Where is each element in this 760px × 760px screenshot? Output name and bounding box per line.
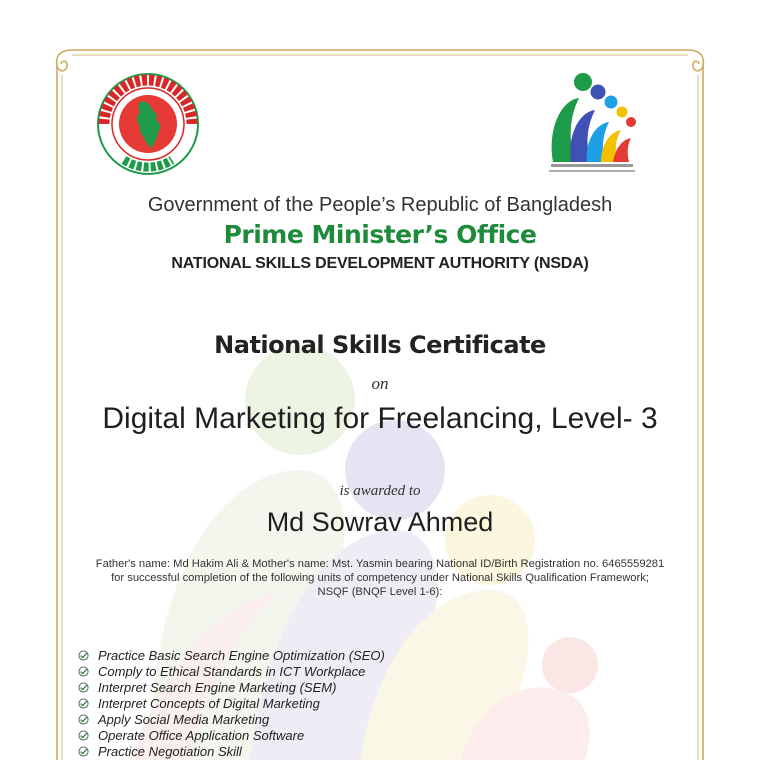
bangladesh-government-seal-icon (96, 72, 200, 176)
list-item (78, 712, 385, 728)
list-item (78, 648, 385, 664)
unit-label: Practice Basic Search Engine Optimization (SEO) (98, 648, 385, 663)
authority-name: NATIONAL SKILLS DEVELOPMENT AUTHORITY (NSDA) (171, 255, 589, 272)
certificate-title: National Skills Certificate (214, 331, 546, 359)
list-item (78, 664, 385, 680)
check-circle-icon (78, 650, 89, 661)
list-item (78, 744, 385, 760)
unit-label: Comply to Ethical Standards in ICT Workplace (98, 664, 366, 679)
check-circle-icon (78, 730, 89, 741)
awarded-to-text: is awarded to (339, 483, 421, 499)
list-item (78, 728, 385, 744)
competency-units-list (78, 648, 385, 760)
unit-label: Practice Negotiation Skill (98, 744, 242, 759)
certificate-description: Father's name: Md Hakim Ali & Mother's name: Mst. Yasmin bearing National ID/Birth Registration no. 6465559281 for successful completion of the following units of competency under National Skills Qualification Framework; NSQF (BNQF Level 1-6): (95, 558, 665, 598)
check-circle-icon (78, 714, 89, 725)
unit-label: Interpret Search Engine Marketing (SEM) (98, 680, 337, 695)
check-circle-icon (78, 746, 89, 757)
unit-label: Apply Social Media Marketing (98, 712, 270, 727)
check-circle-icon (78, 698, 89, 709)
nsda-logo-icon (535, 70, 655, 178)
course-name: Digital Marketing for Freelancing, Level- 3 (102, 402, 658, 435)
list-item (78, 696, 385, 712)
unit-label: Interpret Concepts of Digital Marketing (98, 696, 320, 711)
check-circle-icon (78, 682, 89, 693)
unit-label: Operate Office Application Software (98, 728, 305, 743)
check-circle-icon (78, 666, 89, 677)
government-name: Government of the People’s Republic of Bangladesh (147, 194, 613, 216)
on-text: on (371, 374, 389, 393)
office-name: Prime Minister’s Office (223, 220, 537, 249)
recipient-name: Md Sowrav Ahmed (266, 507, 494, 537)
list-item (78, 680, 385, 696)
